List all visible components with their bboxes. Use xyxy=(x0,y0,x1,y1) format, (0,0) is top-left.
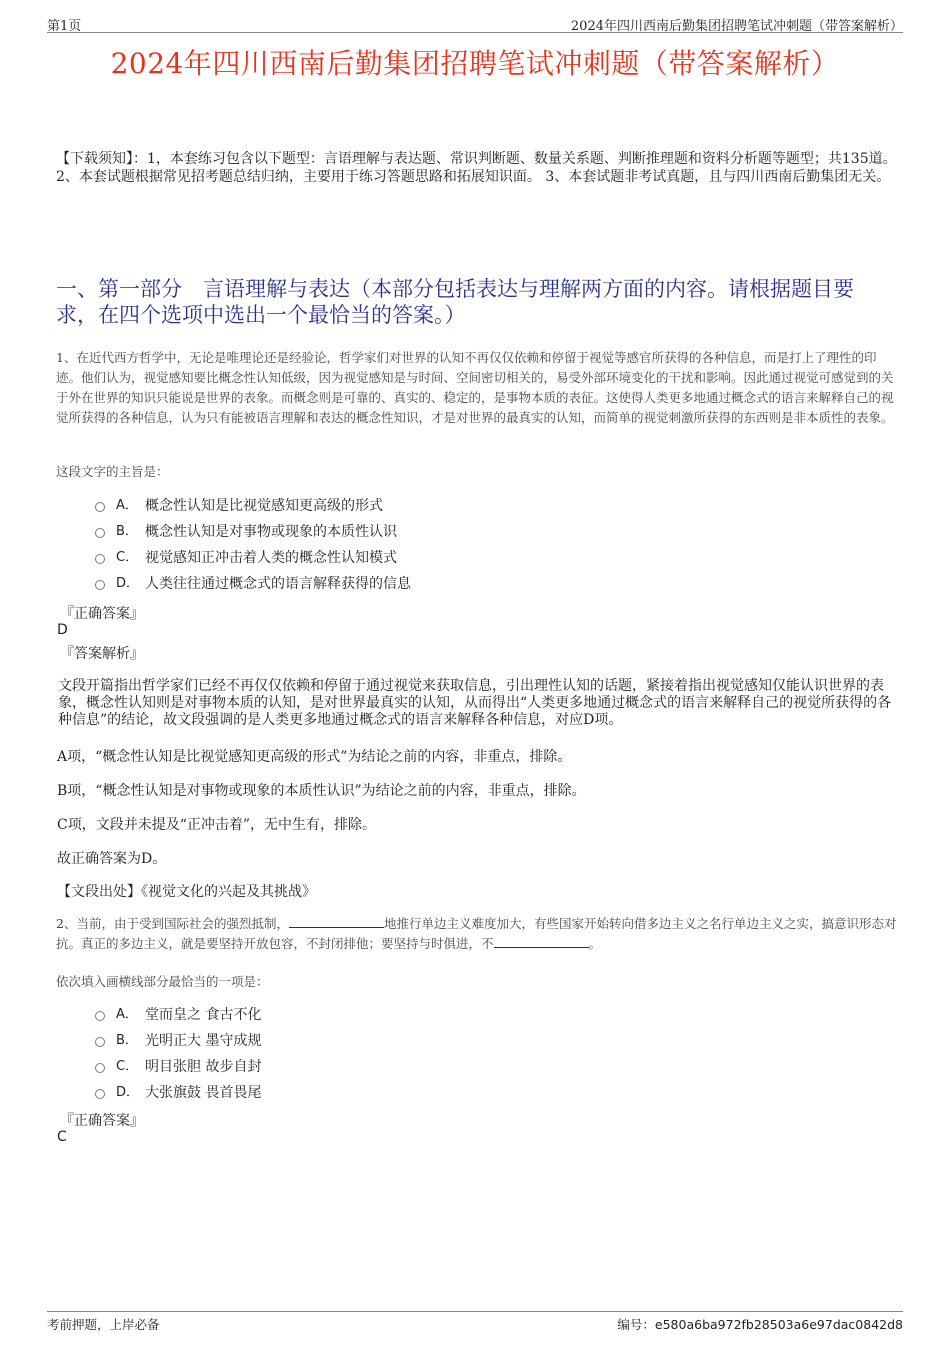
radio-icon[interactable] xyxy=(95,502,105,512)
q1-line-b: B项，“概念性认知是对事物或现象的本质性认识”为结论之前的内容，非重点，排除。 xyxy=(57,783,586,799)
q1-source: 【文段出处】《视觉文化的兴起及其挑战》 xyxy=(57,884,316,900)
download-notice: 【下载须知】：1，本套练习包含以下题型：言语理解与表达题、常识判断题、数量关系题、判断推理题和资料分析题等题型；共135道。 2、本套试题根据常见招考题总结归纳，主要用于练习答题思路和拓展知识面。 3、本套试题非考试真题，且与四川西南后勤集团无关。 xyxy=(56,151,897,185)
footer-code: 编号：e580a6ba972fb28503a6e97dac0842d8 xyxy=(617,1317,903,1332)
q1-answer: D xyxy=(57,622,68,638)
page-footer xyxy=(47,1311,903,1332)
fill-blank xyxy=(494,935,589,948)
page-number: 第1页 xyxy=(47,19,82,34)
q1-question: 这段文字的主旨是： xyxy=(56,464,169,479)
fill-blank xyxy=(289,915,384,928)
q1-line-a: A项，“概念性认知是比视觉感知更高级的形式”为结论之前的内容，非重点，排除。 xyxy=(57,749,572,765)
footer-slogan: 考前押题，上岸必备 xyxy=(47,1317,160,1332)
q2-passage: 2、当前，由于受到国际社会的强烈抵制， 地推行单边主义难度加大，有些国家开始转向借多边主义之名行单边主义之实，搞意识形态对抗。真正的多边主义，就是要坚持开放包容，不封闭排他；要坚持与时俱进，不 。 xyxy=(56,916,897,951)
page-header xyxy=(47,12,903,33)
q1-analysis-label: 『答案解析』 xyxy=(60,646,144,662)
q1-analysis: 文段开篇指出哲学家们已经不再仅仅依赖和停留于通过视觉来获取信息，引出理性认知的话题，紧接着指出视觉感知仅能认识世界的表象，概念性认知则是对事物本质的认知，是对世界最真实的认知，从而得出“人类更多地通过概念式的语言来解释自己的视觉所获得的各种信息”的结论，故文段强调的是人类更多地通过概念式的语言来解释各种信息，对应D项。 xyxy=(58,678,892,728)
page-title: 2024年四川西南后勤集团招聘笔试冲刺题（带答案解析） xyxy=(110,47,840,80)
q1-line-c: C项，文段并未提及“正冲击着”，无中生有，排除。 xyxy=(57,817,377,833)
radio-icon[interactable] xyxy=(95,554,105,564)
q1-answer-label: 『正确答案』 xyxy=(60,606,144,622)
radio-icon[interactable] xyxy=(95,580,105,590)
q1-passage: 1、在近代西方哲学中，无论是唯理论还是经验论，哲学家们对世界的认知不再仅仅依赖和停留于视觉等感官所获得的各种信息，而是打上了理性的印迹。他们认为，视觉感知要比概念性认知低级，因为视觉感知是与时间、空间密切相关的，易受外部环境变化的干扰和影响。因此通过视觉可感觉到的关于外在世界的知识只能说是世界的表象。而概念则是可靠的、真实的、稳定的，是事物本质的表征。这使得人类更多地通过概念式的语言来解释自己的视觉所获得的各种信息，认为只有能被语言理解和表达的概念性知识，才是对世界的最真实的认知，而简单的视觉刺激所获得的东西则是非本质性的表象。 xyxy=(56,350,894,425)
header-doc-title: 2024年四川西南后勤集团招聘笔试冲刺题（带答案解析） xyxy=(570,19,903,34)
radio-icon[interactable] xyxy=(95,1037,105,1047)
q2-answer: C xyxy=(57,1129,67,1145)
radio-icon[interactable] xyxy=(95,1089,105,1099)
radio-icon[interactable] xyxy=(95,528,105,538)
radio-icon[interactable] xyxy=(95,1011,105,1021)
section-title: 一、第一部分 言语理解与表达（本部分包括表达与理解两方面的内容。请根据题目要求，在四个选项中选出一个最恰当的答案。） xyxy=(56,277,854,327)
q2-question: 依次填入画横线部分最恰当的一项是： xyxy=(56,974,269,989)
q2-answer-label: 『正确答案』 xyxy=(60,1113,144,1129)
q1-conclusion: 故正确答案为D。 xyxy=(57,851,167,867)
radio-icon[interactable] xyxy=(95,1063,105,1073)
